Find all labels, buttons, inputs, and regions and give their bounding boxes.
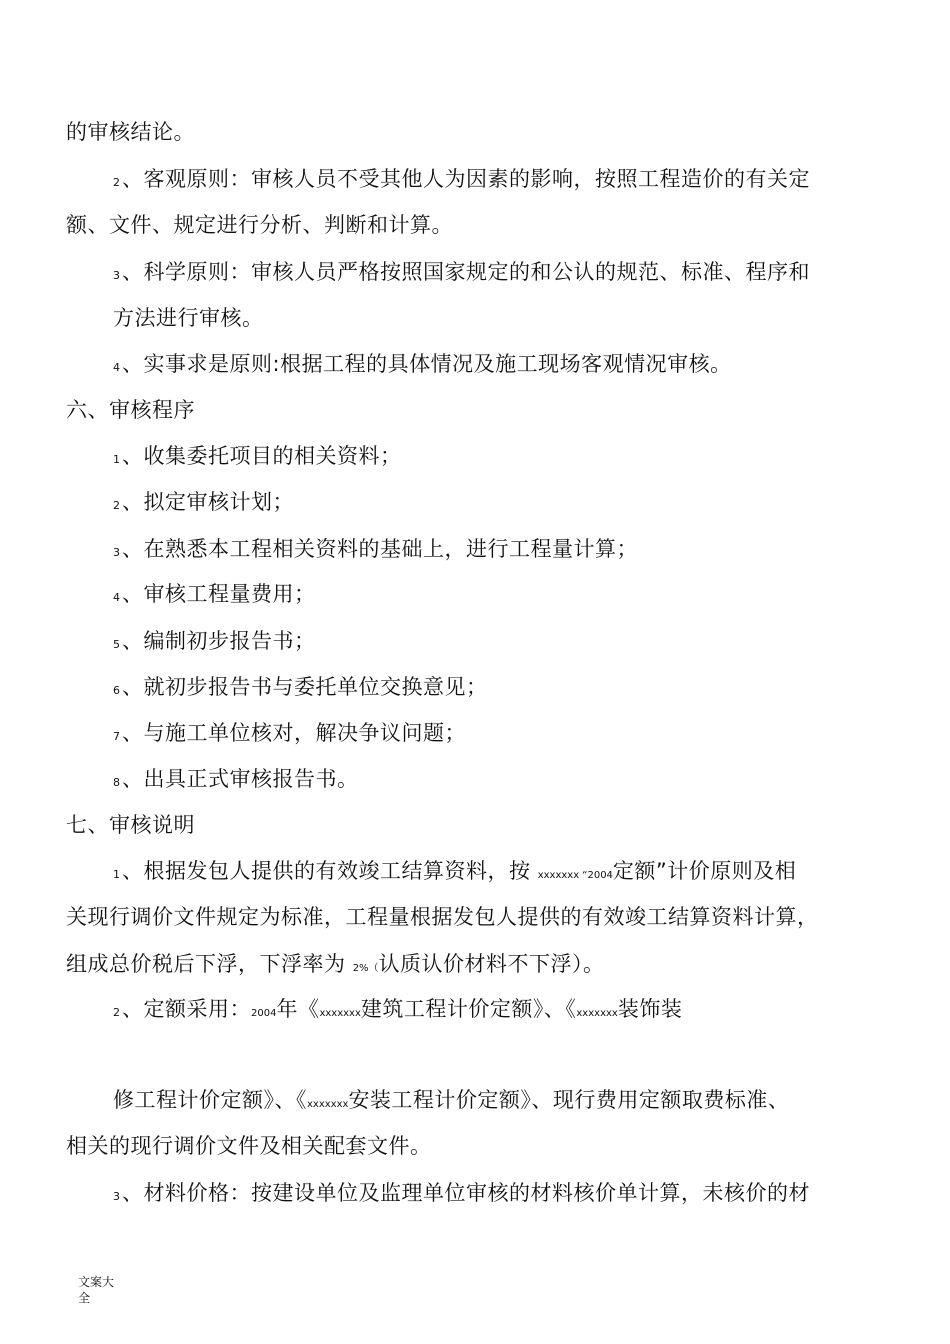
text-line: 关现行调价文件规定为标准，工程量根据发包人提供的有效竣工结算资料计算，	[66, 905, 819, 929]
list-item: 2、定额采用：2004年《xxxxxxx建筑工程计价定额》、《xxxxxxx装饰装	[113, 997, 683, 1021]
section-heading: 六、审核程序	[66, 398, 195, 422]
list-item: 2、客观原则：审核人员不受其他人为因素的影响，按照工程造价的有关定	[113, 167, 810, 191]
text-line: 方法进行审核。	[113, 306, 264, 330]
text-line: 修工程计价定额》、《xxxxxxx安装工程计价定额》、现行费用定额取费标准、	[113, 1088, 790, 1112]
list-item: 1、根据发包人提供的有效竣工结算资料，按 xxxxxxx “2004定额”计价原则及相	[113, 859, 797, 883]
list-item: 3、在熟悉本工程相关资料的基础上，进行工程量计算；	[113, 537, 638, 561]
section-heading: 七、审核说明	[66, 813, 195, 837]
list-item: 7、与施工单位核对，解决争议问题；	[113, 721, 466, 745]
list-item: 3、材料价格：按建设单位及监理单位审核的材料核价单计算，未核价的材	[113, 1181, 810, 1205]
list-item: 4、审核工程量费用；	[113, 582, 316, 606]
list-item: 8、出具正式审核报告书。	[113, 767, 359, 791]
list-item: 5、编制初步报告书；	[113, 629, 316, 653]
list-item: 6、就初步报告书与委托单位交换意见；	[113, 675, 488, 699]
text-line: 组成总价税后下浮，下浮率为 2%（认质认价材料不下浮）。	[66, 952, 605, 976]
text-line: 额、文件、规定进行分析、判断和计算。	[66, 213, 453, 237]
list-item: 1、收集委托项目的相关资料；	[113, 444, 402, 468]
list-item: 2、拟定审核计划；	[113, 490, 294, 514]
footer-watermark: 文案大全	[78, 1275, 115, 1305]
text-line: 的审核结论。	[66, 120, 195, 144]
text-line: 相关的现行调价文件及相关配套文件。	[66, 1134, 432, 1158]
list-item: 3、科学原则：审核人员严格按照国家规定的和公认的规范、标准、程序和	[113, 260, 810, 284]
list-item: 4、实事求是原则:根据工程的具体情况及施工现场客观情况审核。	[113, 352, 732, 376]
